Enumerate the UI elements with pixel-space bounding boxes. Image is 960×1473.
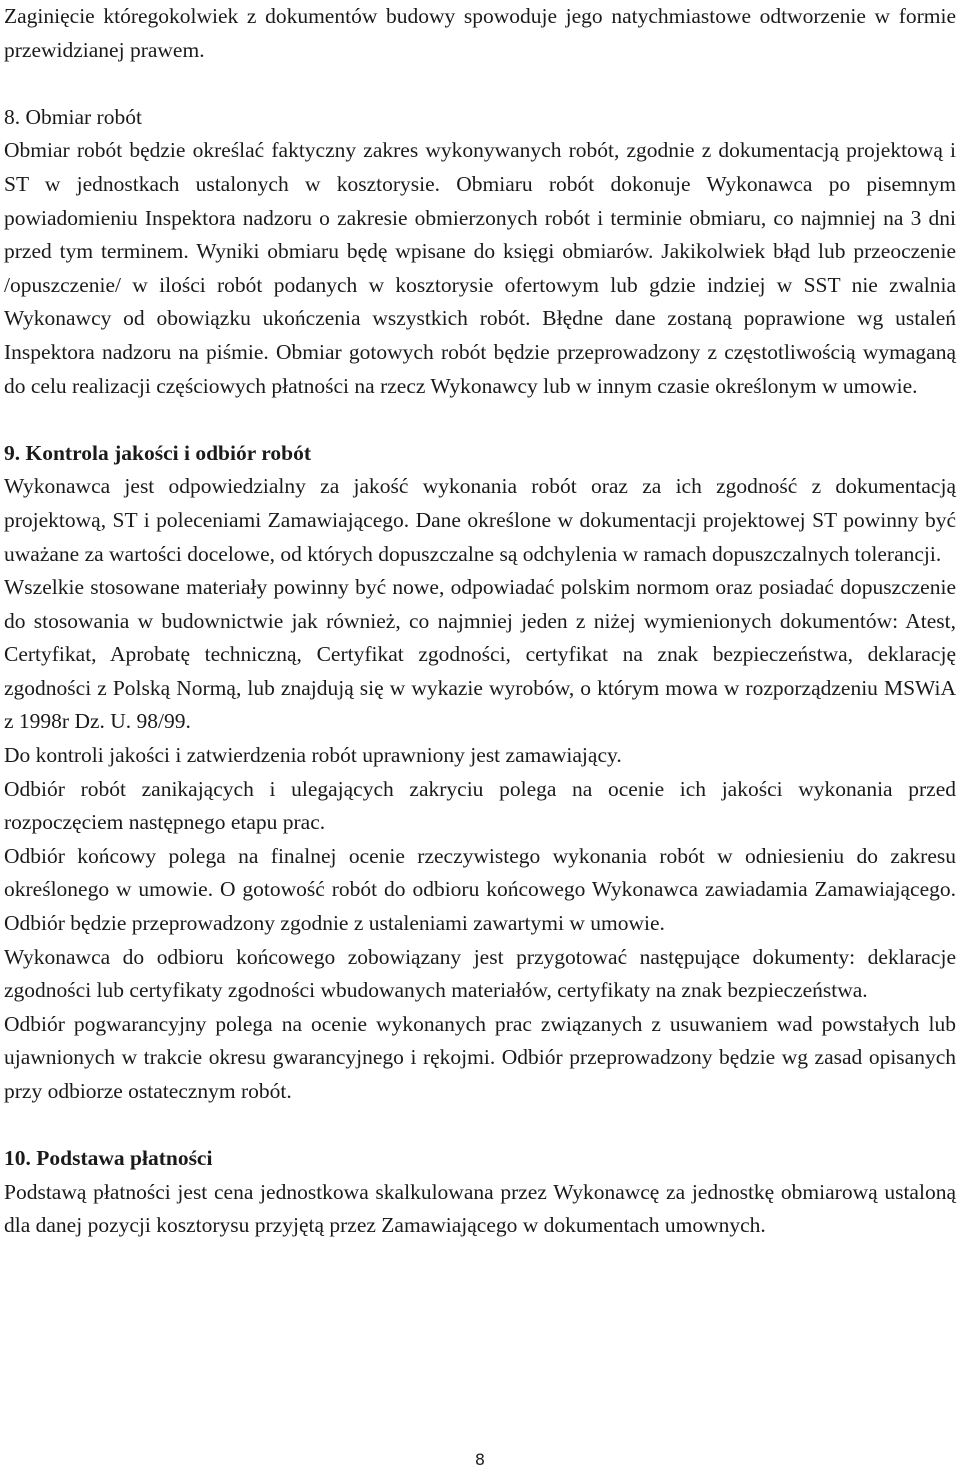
section-10-title: Podstawa płatności xyxy=(36,1146,213,1171)
section-9-paragraph: Odbiór pogwarancyjny polega na ocenie wykonanych prac związanych z usuwaniem wad powstałych lub ujawnionych w trakcie okresu gwarancyjnego i rękojmi. Odbiór przeprowadzony będzie wg zasad opisanych przy odbiorze ostatecznym robót. xyxy=(4,1011,956,1103)
page-number: 8 xyxy=(474,1450,486,1469)
intro-paragraph: Zaginięcie któregokolwiek z dokumentów budowy spowoduje jego natychmiastowe odtworzenie w formie przewidzianej prawem. xyxy=(4,4,956,62)
section-9-heading xyxy=(4,437,956,471)
section-9-number: 9. xyxy=(4,440,21,465)
section-9-paragraph: Do kontroli jakości i zatwierdzenia robót uprawniony jest zamawiający. xyxy=(4,743,622,768)
section-9-paragraph: Odbiór robót zanikających i ulegających zakryciu polega na ocenie ich jakości wykonania przed rozpoczęciem następnego etapu prac. xyxy=(4,776,956,835)
section-10-paragraph: Podstawą płatności jest cena jednostkowa skalkulowana przez Wykonawcę za jednostkę obmiarową ustaloną dla danej pozycji kosztorysu przyjętą przez Zamawiającego w dokumentach umownych. xyxy=(4,1179,956,1238)
section-10-number: 10. xyxy=(4,1146,31,1171)
document-page xyxy=(4,0,956,1243)
spacer xyxy=(4,67,956,101)
section-8-paragraph: Obmiar robót będzie określać faktyczny zakres wykonywanych robót, zgodnie z dokumentacją projektową i ST w jednostkach ustalonych w kosztorysie. Obmiaru robót dokonuje Wykonawca po pisemnym powiadomieniu Inspektora nadzoru o zakresie obmierzonych robót i terminie obmiaru, co najmniej na 3 dni przed tym terminem. Wyniki obmiaru będę wpisane do księgi obmiarów. Jakikolwiek błąd lub przeoczenie /opuszczenie/ w ilości robót podanych w kosztorysie ofertowym lub gdzie indziej w SST nie zwalnia Wykonawcy od obowiązku ukończenia wszystkich robót. Błędne dane zostaną poprawione wg ustaleń Inspektora nadzoru na piśmie. Obmiar gotowych robót będzie przeprowadzony z częstotliwością wymaganą do celu realizacji częściowych płatności na rzecz Wykonawcy lub w innym czasie określonym w umowie. xyxy=(4,138,956,398)
section-8-heading: 8. Obmiar robót xyxy=(4,104,142,129)
spacer xyxy=(4,403,956,437)
section-9-paragraph: Wykonawca jest odpowiedzialny za jakość wykonania robót oraz za ich zgodność z dokumentacją projektową, ST i poleceniami Zamawiającego. Dane określone w dokumentacji projektowej ST powinny być uważane za wartości docelowe, od których dopuszczalne są odchylenia w ramach dopuszczalnych tolerancji. xyxy=(4,474,956,566)
spacer xyxy=(4,1109,956,1143)
section-9-paragraph: Odbiór końcowy polega na finalnej ocenie rzeczywistego wykonania robót w odniesieniu do zakresu określonego w umowie. O gotowość robót do odbioru końcowego Wykonawca zawiadamia Zamawiającego. Odbiór będzie przeprowadzony zgodnie z ustaleniami zawartymi w umowie. xyxy=(4,843,956,936)
section-9-paragraph: Wykonawca do odbioru końcowego zobowiązany jest przygotować następujące dokumenty: deklaracje zgodności lub certyfikaty zgodności wbudowanych materiałów, certyfikaty na znak bezpieczeństwa. xyxy=(4,944,956,1003)
section-9-paragraph: Wszelkie stosowane materiały powinny być nowe, odpowiadać polskim normom oraz posiadać dopuszczenie do stosowania w budownictwie jak również, co najmniej jeden z niżej wymienionych dokumentów: Atest, Certyfikat, Aprobatę techniczną, Certyfikat zgodności, certyfikat na znak bezpieczeństwa, deklarację zgodności z Polską Normą, lub znajdują się w wykazie wyrobów, o którym mowa w rozporządzeniu MSWiA z 1998r Dz. U. 98/99. xyxy=(4,575,956,734)
section-10-heading xyxy=(4,1142,956,1176)
section-9-title: Kontrola jakości i odbiór robót xyxy=(25,440,312,465)
